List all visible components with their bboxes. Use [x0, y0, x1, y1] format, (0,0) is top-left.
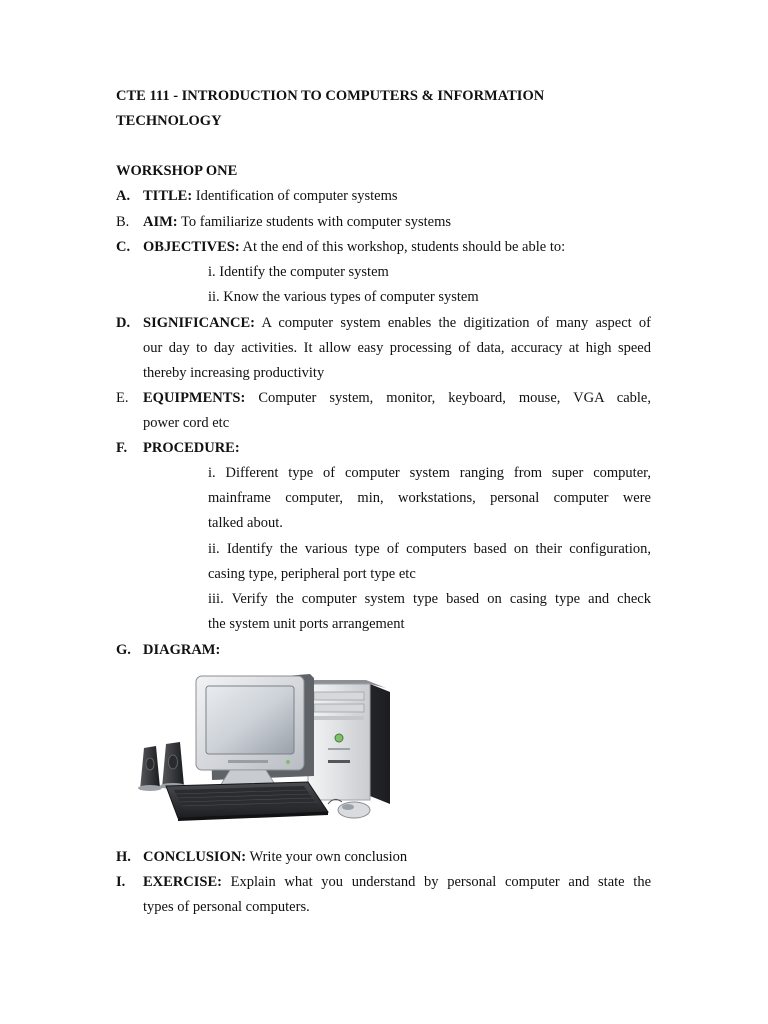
section-text: To familiarize students with computer systems — [181, 214, 452, 230]
course-title-line2: TECHNOLOGY — [116, 113, 222, 129]
section-letter-i: I. — [116, 874, 126, 890]
section-exercise-line2: types of personal computers. — [143, 899, 310, 915]
section-letter-d: D. — [116, 315, 131, 331]
monitor — [196, 674, 314, 786]
section-equipments-line1 — [143, 389, 651, 407]
section-text: At the end of this workshop, students should be able to: — [242, 239, 566, 255]
section-exercise-line1 — [143, 873, 651, 891]
section-significance-line1 — [143, 314, 651, 332]
section-letter-e: E. — [116, 390, 129, 406]
section-text: Computer system, monitor, keyboard, mouse, VGA cable, — [258, 390, 651, 406]
section-text: Identification of computer systems — [195, 188, 398, 204]
section-equipments-line2: power cord etc — [143, 415, 230, 431]
section-conclusion — [143, 848, 407, 866]
workshop-heading: WORKSHOP ONE — [116, 163, 238, 179]
section-letter-a: A. — [116, 188, 131, 204]
section-label: CONCLUSION: — [143, 849, 247, 865]
section-letter-f: F. — [116, 440, 128, 456]
section-letter-b: B. — [116, 214, 130, 230]
objective-item-2: ii. Know the various types of computer system — [208, 289, 479, 305]
section-label: EXERCISE: — [143, 874, 222, 890]
course-title-line1: CTE 111 - INTRODUCTION TO COMPUTERS & INFORMATION — [116, 88, 545, 104]
system-unit — [308, 680, 390, 804]
section-letter-h: H. — [116, 849, 131, 865]
section-aim — [143, 213, 451, 231]
mouse — [328, 799, 370, 818]
section-text: Write your own conclusion — [249, 849, 408, 865]
section-letter-g: G. — [116, 642, 131, 658]
section-label: TITLE: — [143, 188, 193, 204]
section-text: A computer system enables the digitization of many aspect of — [261, 315, 652, 331]
section-diagram-label: DIAGRAM: — [143, 642, 221, 658]
procedure-2-line2: casing type, peripheral port type etc — [208, 566, 416, 582]
procedure-1-line2: mainframe computer, min, workstations, personal computer were — [208, 490, 651, 506]
procedure-3-line1: iii. Verify the computer system type based on casing type and check — [208, 591, 651, 607]
keyboard — [166, 782, 328, 821]
section-label: SIGNIFICANCE: — [143, 315, 255, 331]
section-significance-line3: thereby increasing productivity — [143, 365, 325, 381]
section-label: OBJECTIVES: — [143, 239, 240, 255]
section-title — [143, 187, 398, 205]
speakers — [138, 742, 186, 791]
section-label: EQUIPMENTS: — [143, 390, 246, 406]
procedure-3-line2: the system unit ports arrangement — [208, 616, 405, 632]
objective-item-1: i. Identify the computer system — [208, 264, 389, 280]
procedure-1-line1: i. Different type of computer system ranging from super computer, — [208, 465, 651, 481]
section-label: AIM: — [143, 214, 178, 230]
section-significance-line2: our day to day activities. It allow easy processing of data, accuracy at high speed — [143, 340, 651, 356]
section-procedure-label: PROCEDURE: — [143, 440, 240, 456]
section-letter-c: C. — [116, 239, 131, 255]
computer-system-diagram — [132, 664, 396, 828]
procedure-1-line3: talked about. — [208, 515, 283, 531]
section-text: Explain what you understand by personal computer and state the — [230, 874, 652, 890]
section-objectives — [143, 238, 565, 256]
procedure-2-line1: ii. Identify the various type of computers based on their configuration, — [208, 541, 651, 557]
